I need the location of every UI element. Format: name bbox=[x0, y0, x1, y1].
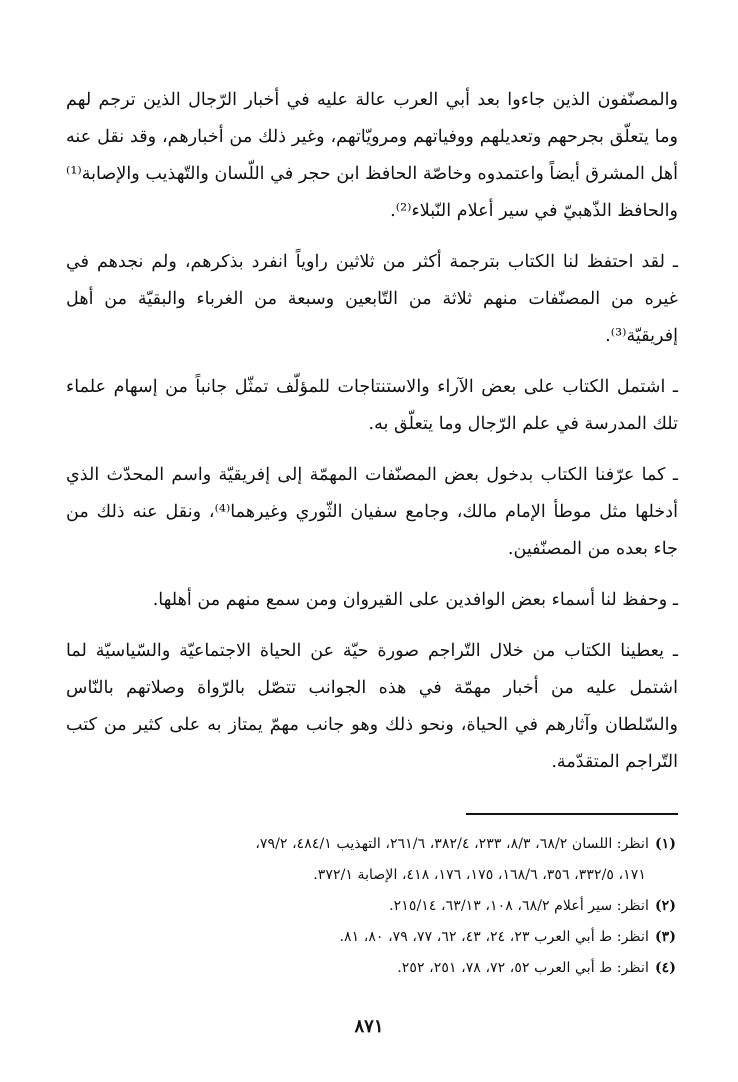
footnote-number: (٣) bbox=[654, 929, 676, 945]
footnote-1 bbox=[66, 829, 678, 891]
paragraph-2: ـ لقد احتفظ لنا الكتاب بترجمة أكثر من ثلاثين راوياً انفرد بذكرهم، ولم نجدهم في غيره من المصنّفات منهم ثلاثة من التّابعين وسبعة من الغرباء والبقيّة من أهل إفريقيّة⁽³⁾. bbox=[66, 252, 678, 346]
paragraph-6: ـ يعطينا الكتاب من خلال التّراجم صورة حيّة عن الحياة الاجتماعيّة والسّياسيّة لما اشتمل عليه من أخبار مهمّة في هذه الجوانب تتصّل بالرّواة وصلاتهم بالنّاس والسّلطان وآثارهم في الحياة، ونحو ذلك وهو جانب مهمّ يمتاز به على كثير من كتب التّراجم المتقدّمة. bbox=[66, 641, 678, 772]
footnote-continuation: ١٧١، ٣٣٢/٥، ٣٥٦، ١٦٨/٦، ١٧٥، ١٧٦، ٤١٨، الإصابة ٣٧٢/١. bbox=[313, 867, 646, 883]
footnote-3 bbox=[66, 922, 678, 953]
paragraph-3: ـ اشتمل الكتاب على بعض الآراء والاستنتاجات للمؤلّف تمثّل جانباً من إسهام علماء تلك المدرسة في علم الرّجال وما يتعلّق به. bbox=[66, 377, 678, 434]
paragraph-1: والمصنّفون الذين جاءوا بعد أبي العرب عالة عليه في أخبار الرّجال الذين ترجم لهم وما يتعلّق بجرحهم وتعديلهم ووفياتهم ومرويّاتهم، وغير ذلك من أخبارهم، وقد نقل عنه أهل المشرق أيضاً واعتمدوه وخاصّة الحافظ ابن حجر في اللّسان والتّهذيب والإصابة⁽¹⁾ والحافظ الذّهبيّ في سير أعلام النّبلاء⁽²⁾. bbox=[66, 90, 678, 221]
footnote-number: (٢) bbox=[654, 898, 676, 914]
footnote-2 bbox=[66, 891, 678, 922]
footnote-text: انظر: سير أعلام ٦٨/٢، ١٠٨، ٦٣/١٣، ٢١٥/١٤. bbox=[389, 898, 649, 914]
footnote-text: انظر: اللسان ٦٨/٢، ٨/٣، ٢٣٣، ٣٨٢/٤، ٢٦١/٦، التهذيب ٤٨٤/١، ٧٩/٢، bbox=[255, 836, 649, 852]
paragraph-5: ـ وحفظ لنا أسماء بعض الوافدين على القيروان ومن سمع منهم من أهلها. bbox=[152, 590, 678, 610]
main-text bbox=[66, 82, 678, 781]
footnote-number: (٤) bbox=[654, 960, 676, 976]
footnote-divider bbox=[466, 813, 678, 815]
page-number: ٨٧١ bbox=[354, 1016, 384, 1037]
footnote-text: انظر: ط أبي العرب ٥٢، ٧٢، ٧٨، ٢٥١، ٢٥٢. bbox=[397, 960, 649, 976]
footnote-number: (١) bbox=[654, 836, 676, 852]
footnote-text: انظر: ط أبي العرب ٢٣، ٢٤، ٤٣، ٦٢، ٧٧، ٧٩، ٨٠، ٨١. bbox=[339, 929, 649, 945]
footnotes bbox=[66, 829, 678, 984]
paragraph-4: ـ كما عرّفنا الكتاب بدخول بعض المصنّفات المهمّة إلى إفريقيّة واسم المحدّث الذي أدخلها مثل موطأ الإمام مالك، وجامع سفيان الثّوري وغيرهما⁽⁴⁾، ونقل عنه ذلك من جاء بعده من المصنّفين. bbox=[66, 465, 678, 559]
footnote-4 bbox=[66, 953, 678, 984]
